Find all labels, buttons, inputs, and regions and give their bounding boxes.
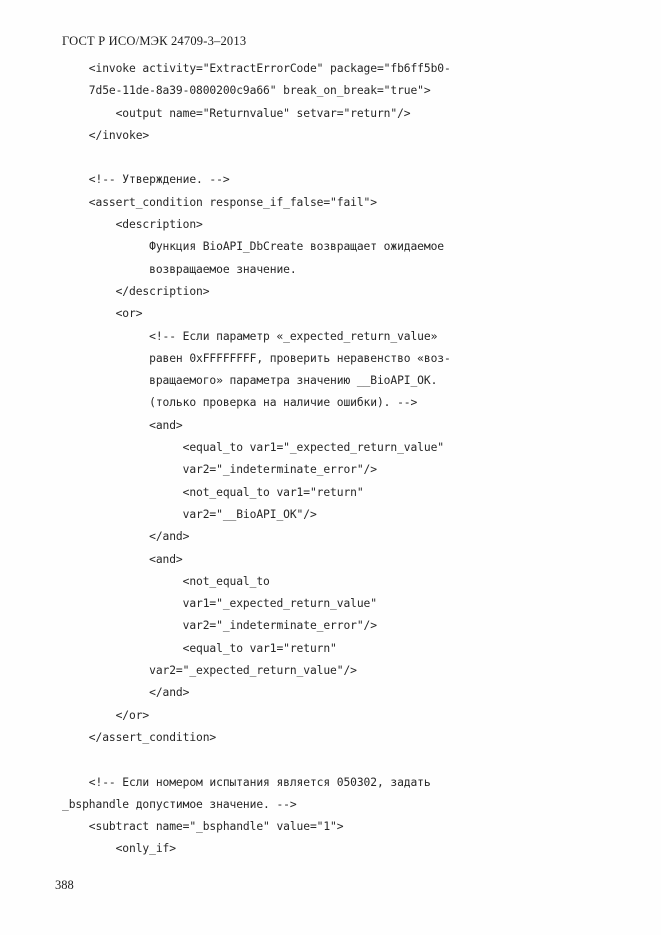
code-line: </assert_condition> (62, 730, 217, 744)
code-line: <output name="Returnvalue" setvar="return"/> (62, 106, 411, 120)
code-line (62, 749, 622, 771)
code-line: <not_equal_to var1="return" (62, 485, 364, 499)
code-line: <only_if> (62, 842, 176, 856)
code-line: var1="_expected_return_value" (62, 597, 377, 611)
page-number: 388 (55, 878, 74, 892)
code-line: <equal_to var1="return" (62, 641, 337, 655)
code-line: </invoke> (62, 128, 150, 142)
code-line: <or> (62, 307, 143, 321)
code-line: <!-- Если номером испытания является 050302, задать (62, 775, 431, 789)
code-line: <invoke activity="ExtractErrorCode" package="fb6ff5b0- (62, 62, 451, 75)
code-line: var2="_indeterminate_error"/> (62, 463, 377, 477)
code-line: var2="__BioAPI_OK"/> (62, 507, 317, 521)
code-line: Функция BioAPI_DbCreate возвращает ожидаемое (62, 240, 444, 254)
code-line: равен 0xFFFFFFFF, проверить неравенство «воз- (62, 351, 451, 365)
code-line: _bsphandle допустимое значение. --> (62, 797, 297, 811)
code-line: <subtract name="_bsphandle" value="1"> (62, 820, 344, 834)
code-line: <and> (62, 418, 183, 432)
code-line: </or> (62, 708, 150, 722)
code-line: </description> (62, 284, 210, 298)
code-line: вращаемого» параметра значению __BioAPI_OK. (62, 374, 438, 388)
code-line: <!-- Если параметр «_expected_return_value» (62, 329, 438, 343)
code-line: возвращаемое значение. (62, 262, 297, 276)
code-line: <!-- Утверждение. --> (62, 173, 230, 187)
code-line: <and> (62, 552, 183, 566)
code-line: <equal_to var1="_expected_return_value" (62, 441, 444, 455)
code-line: var2="_expected_return_value"/> (62, 664, 357, 678)
code-line: <description> (62, 218, 203, 232)
code-line: <not_equal_to (62, 574, 270, 588)
page-header-standard-number: ГОСТ Р ИСО/МЭК 24709-3–2013 (62, 34, 247, 48)
code-line: <assert_condition response_if_false="fail"> (62, 195, 377, 209)
code-line: (только проверка на наличие ошибки). --> (62, 396, 418, 410)
code-line: var2="_indeterminate_error"/> (62, 619, 377, 633)
code-line: </and> (62, 686, 190, 700)
code-line: </and> (62, 530, 190, 544)
code-line: 7d5e-11de-8a39-0800200c9a66" break_on_break="true"> (62, 84, 431, 98)
code-line (62, 147, 622, 169)
xml-code-listing (62, 58, 622, 861)
